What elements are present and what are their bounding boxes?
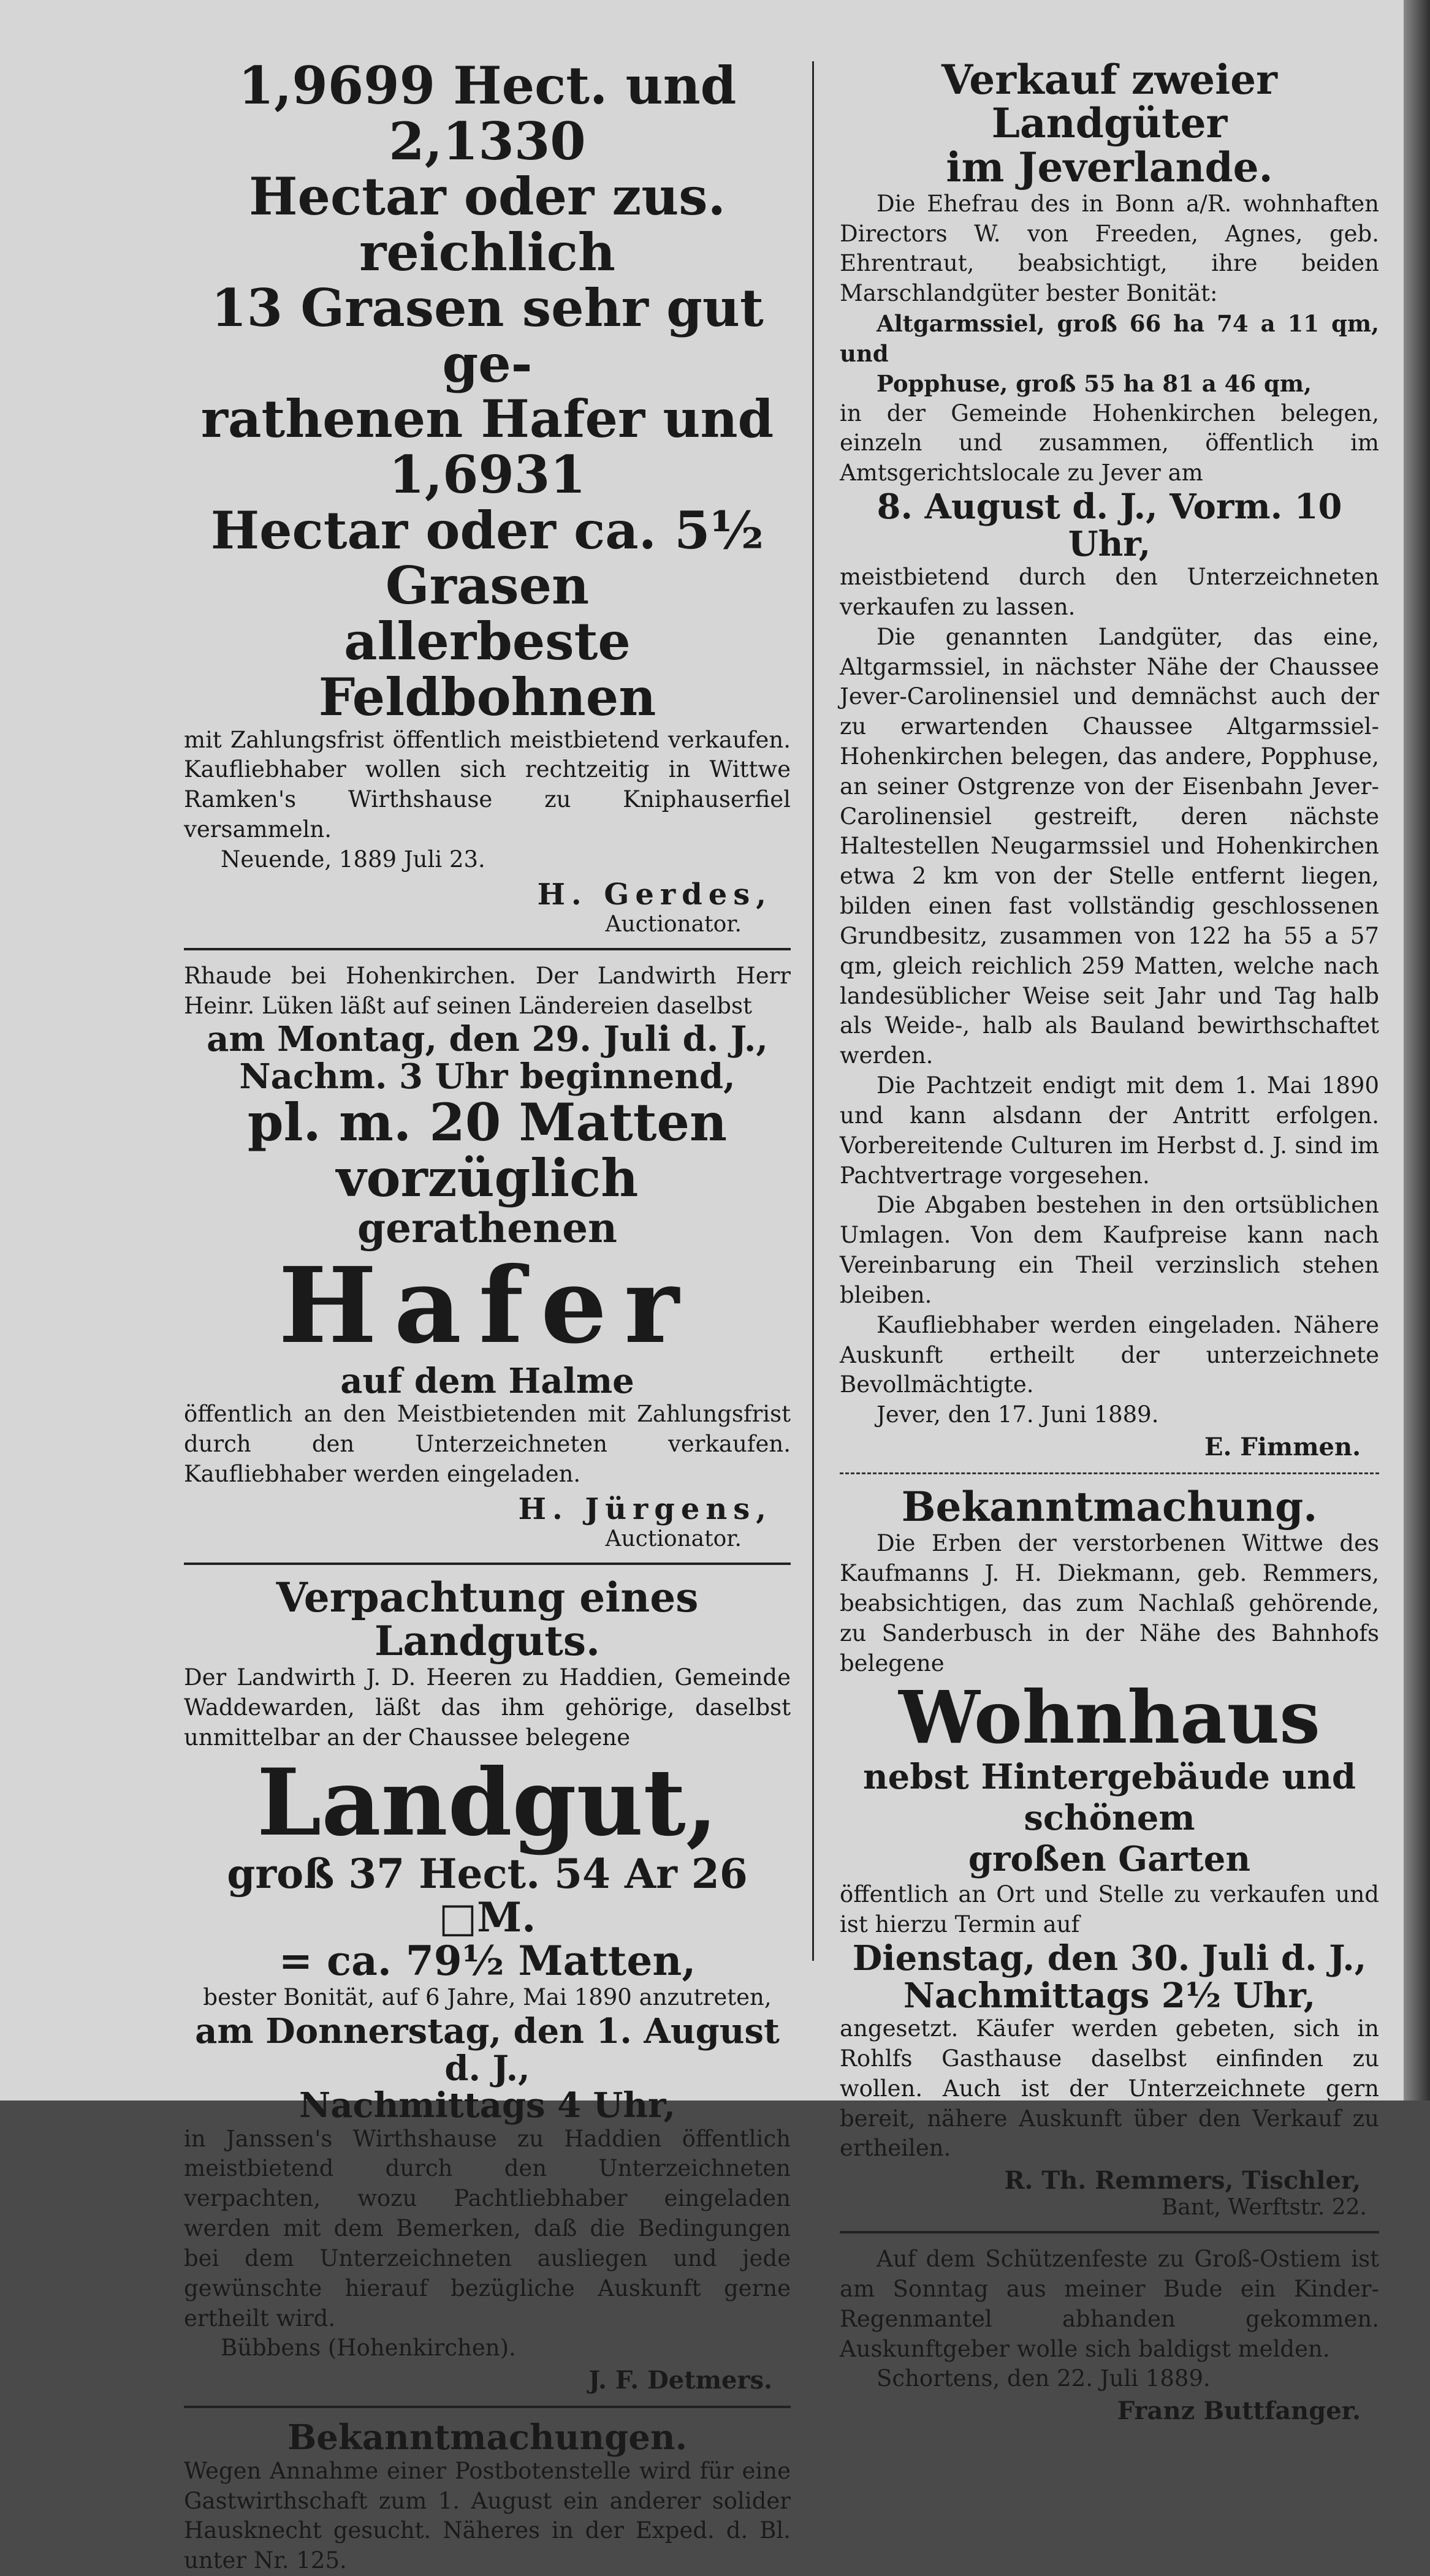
matten-sub-line: auf dem Halme [340, 1360, 634, 1401]
hafer-role: Auctionator. [605, 911, 742, 937]
wohnhaus-sale-ad [840, 1485, 1379, 2220]
wohnhaus-heading: Bekanntmachung. [901, 1483, 1318, 1531]
wohnhaus-date-line: Dienstag, den 30. Juli d. J., [852, 1938, 1367, 1979]
landgut-time-line: Nachmittags 4 Uhr, [299, 2085, 675, 2126]
landgut-heading: Verpachtung eines Landguts. [276, 1573, 699, 1665]
landgueter-body-1: Die Ehefrau des in Bonn a/R. wohnhaften Directors W. von Freeden, Agnes, geb. Ehrentraut, beabsichtigt, ihre beiden Marschlandgüter bester Bonität: [840, 190, 1379, 307]
landgueter-body-7: Kaufliebhaber werden eingeladen. Nähere Auskunft ertheilt der unterzeichnete Bevollmächtigte. [840, 1311, 1379, 1398]
headline-line: allerbeste Feldbohnen [318, 611, 656, 727]
landgut-body: in Janssen's Wirthshause zu Haddien öffentlich meistbietend durch den Unterzeichneten verpachten, wozu Pachtliebhaber eingeladen werden mit dem Bemerken, daß die Bedingungen bei dem Unterzeichneten ausliegen und jede gewünschte hierauf bezügliche Auskunft gerne ertheilt wird. [184, 2125, 791, 2332]
hafer-headline [184, 55, 791, 727]
landgut-signature: J. F. Detmers. [588, 2366, 772, 2395]
landgueter-body-5: Die Pachtzeit endigt mit dem 1. Mai 1890 und kann alsdann der Antritt erfolgen. Vorbereitende Culturen im Herbst d. J. sind im Pachtvertrage vorgesehen. [840, 1072, 1379, 1189]
matten-role: Auctionator. [605, 1526, 742, 1551]
landgueter-item-1: Altgarmssiel, groß 66 ha 74 a 11 qm, und [840, 310, 1379, 367]
rule-divider [840, 1472, 1379, 1474]
wohnhaus-body-1: öffentlich an Ort und Stelle zu verkaufen und ist hierzu Termin auf [840, 1881, 1379, 1938]
wohnhaus-body-2: angesetzt. Käufer werden gebeten, sich in Rohlfs Gasthause daselbst einfinden zu wollen. Auch ist der Unterzeichnete gern bereit, nähere Auskunft über den Verkauf zu ertheilen. [840, 2015, 1379, 2162]
landgueter-place-date: Jever, den 17. Juni 1889. [877, 1401, 1159, 1428]
matten-signature: H. Jürgens, [518, 1491, 772, 1526]
column-divider [812, 61, 814, 1961]
headline-line: Hectar oder ca. 5½ Grasen [210, 499, 764, 616]
landgut-place: Bübbens (Hohenkirchen). [221, 2335, 516, 2362]
landgueter-body-3: meistbietend durch den Unterzeichneten verkaufen zu lassen. [840, 564, 1379, 620]
right-column [840, 56, 1379, 2426]
rule-divider [840, 2231, 1379, 2233]
rule-divider [184, 2406, 791, 2408]
landgueter-sale-ad [840, 58, 1379, 1461]
hafer-signature: H. Gerdes, [537, 877, 772, 912]
rule-divider [184, 948, 791, 950]
mantel-place-date: Schortens, den 22. Juli 1889. [877, 2365, 1211, 2392]
matten-body: öffentlich an den Meistbietenden mit Zahlungsfrist durch den Unterzeichneten verkaufen. Kaufliebhaber werden eingeladen. [184, 1401, 791, 1487]
left-column [184, 55, 791, 2574]
wohnhaus-time-line: Nachmittags 2½ Uhr, [903, 1975, 1316, 2016]
rule-divider [184, 1563, 791, 1565]
headline-line: 1,9699 Hect. und 2,1330 [238, 55, 737, 172]
headline-line: Hectar oder zus. reichlich [249, 166, 726, 283]
page-edge-shadow [1404, 0, 1430, 2101]
landgueter-signature: E. Fimmen. [1204, 1433, 1361, 1462]
wohnhaus-big-word: Wohnhaus [899, 1675, 1320, 1760]
matten-sale-ad [184, 961, 791, 1551]
landgueter-item-2: Popphuse, groß 55 ha 81 a 46 qm, [877, 369, 1312, 397]
landgueter-heading [840, 58, 1379, 189]
hausknecht-heading: Bekanntmachungen. [287, 2417, 688, 2458]
matten-mega-word: Hafer [278, 1244, 696, 1368]
mantel-body: Auf dem Schützenfeste zu Groß-Ostiem ist am Sonntag aus meiner Bude ein Kinder-Regenmantel abhanden gekommen. Auskunftgeber wolle sich baldigst melden. [840, 2246, 1379, 2362]
landgueter-body-2: in der Gemeinde Hohenkirchen belegen, einzeln und zusammen, öffentlich im Amtsgerichtslocale zu Jever am [840, 400, 1379, 487]
heading-line: Verkauf zweier Landgüter [941, 56, 1277, 148]
matten-big-line-1: pl. m. 20 Matten vorzüglich [247, 1092, 728, 1209]
landgut-date-line: am Donnerstag, den 1. August d. J., [195, 2011, 780, 2089]
landgut-giant-word: Landgut, [256, 1748, 718, 1857]
landgueter-body-6: Die Abgaben bestehen in den ortsüblichen Umlagen. Von dem Kaufpreise kann nach Vereinbarung ein Theil verzinslich stehen bleiben. [840, 1192, 1379, 1308]
landgut-intro: Der Landwirth J. D. Heeren zu Haddien, Gemeinde Waddewarden, läßt das ihm gehörige, daselbst unmittelbar an der Chaussee belegene [184, 1664, 791, 1751]
wohnhaus-address: Bant, Werftstr. 22. [1161, 2195, 1367, 2221]
hausknecht-body: Wegen Annahme einer Postbotenstelle wird für eine Gastwirthschaft zum 1. August ein anderer solider Hausknecht gesucht. Näheres in der Exped. d. Bl. unter Nr. 125. [184, 2457, 791, 2574]
landgueter-date-line: 8. August d. J., Vorm. 10 Uhr, [877, 487, 1342, 564]
hafer-sale-ad [184, 55, 791, 937]
wohnhaus-signature: R. Th. Remmers, Tischler, [1004, 2166, 1361, 2195]
matten-time-line: Nachm. 3 Uhr beginnend, [239, 1056, 736, 1097]
headline-line: rathenen Hafer und 1,6931 [200, 388, 774, 506]
landgut-size-line-2: = ca. 79½ Matten, [278, 1937, 696, 1985]
hafer-body: mit Zahlungsfrist öffentlich meistbietend verkaufen. Kaufliebhaber wollen sich rechtzeitig in Wittwe Ramken's Wirthshause zu Kniphauserfiel versammeln. [184, 726, 791, 843]
matten-intro: Rhaude bei Hohenkirchen. Der Landwirth Herr Heinr. Lüken läßt auf seinen Ländereien daselbst [184, 962, 791, 1019]
landgueter-body-4: Die genannten Landgüter, das eine, Altgarmssiel, in nächster Nähe der Chaussee Jever-Carolinensiel und demnächst auch der zu erwartenden Chaussee Altgarmssiel-Hohenkirchen belegen, das andere, Popphuse, an seiner Ostgrenze von der Eisenbahn Jever-Carolinensiel gestreift, deren nächste Haltestellen Neugarmssiel und Hohenkirchen etwa 2 km von der Stelle entfernt liegen, bilden einen fast vollständig geschlossenen Grundbesitz, zusammen von 122 ha 55 a 57 qm, gleich reichlich 259 Matten, welche nach landesüblicher Weise seit Jahr und Tag halb als Weide-, halb als Bauland bewirthschaftet werden. [840, 623, 1379, 1069]
matten-date-line: am Montag, den 29. Juli d. J., [207, 1019, 768, 1060]
mantel-signature: Franz Buttfanger. [1117, 2396, 1361, 2426]
wohnhaus-sub-line-1: nebst Hintergebäude und schönem [862, 1756, 1356, 1839]
headline-line: 13 Grasen sehr gut ge- [211, 277, 764, 394]
heading-line: im Jeverlande. [946, 143, 1273, 191]
hausknecht-ad [184, 2419, 791, 2576]
wohnhaus-intro: Die Erben der verstorbenen Wittwe des Kaufmanns J. H. Diekmann, geb. Remmers, beabsichtigen, das zum Nachlaß gehörende, zu Sanderbusch in der Nähe des Bahnhofs belegene [840, 1530, 1379, 1676]
landgut-lease-line: bester Bonität, auf 6 Jahre, Mai 1890 anzutreten, [203, 1984, 772, 2011]
hafer-place-date: Neuende, 1889 Juli 23. [221, 846, 485, 873]
mantel-lost-ad [840, 2245, 1379, 2425]
wohnhaus-sub-line-2: großen Garten [968, 1839, 1251, 1880]
matten-big-line-2: gerathenen [357, 1203, 618, 1252]
landgut-lease-ad [184, 1573, 791, 2395]
landgut-size-line-1: groß 37 Hect. 54 Ar 26 □M. [227, 1849, 748, 1941]
